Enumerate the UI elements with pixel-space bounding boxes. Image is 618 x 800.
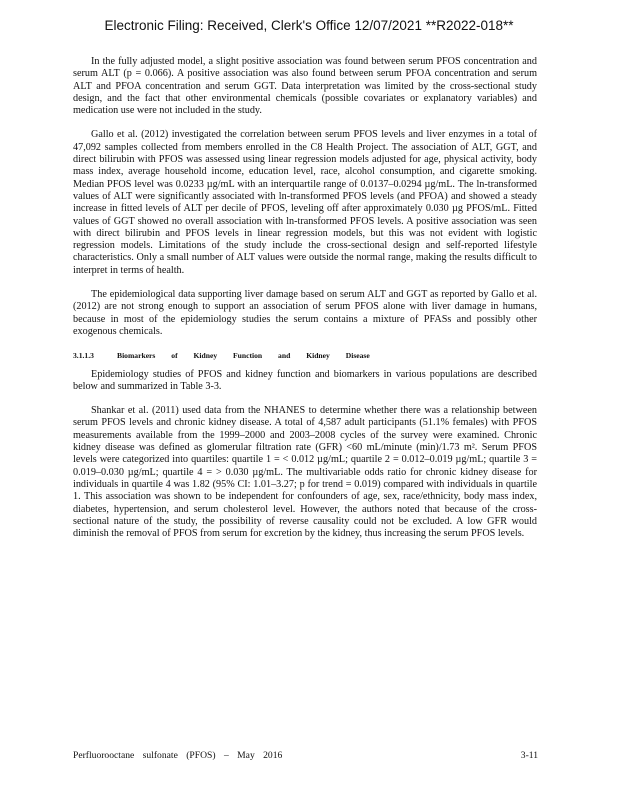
paragraph-gallo-2012: Gallo et al. (2012) investigated the correlation between serum PFOS levels and liver enzymes in a total of 47,092 samples collected from members enrolled in the C8 Health Project. The association of ALT, GGT, and direct bilirubin with PFOS was assessed using linear regression models adjusted for age, physical activity, body mass index, average household income, education level, race, alcohol consumption, and cigarette smoking. Median PFOS level was 0.0233 µg/mL with an interquartile range of 0.0137–0.0294 µg/mL. The ln-transformed values of ALT were significantly associated with ln-transformed PFOS levels (and PFOA) and showed a steady increase in fitted levels of ALT per decile of PFOS, leveling off after approximately 0.030 µg PFOS/mL. Fitted values of GGT showed no overall association with ln-transformed PFOS levels. A positive association was seen with direct bilirubin and PFOS levels in linear regression models, but this was not evident with logistic regression models. Limitations of the study include the cross-sectional design and self-reported lifestyle characteristics. Only a small number of ALT values were outside the normal range, making the results difficult to interpret in terms of health.: [73, 129, 537, 276]
document-body: [73, 56, 537, 552]
section-title: Biomarkers of Kidney Function and Kidney Disease: [117, 351, 370, 361]
paragraph-adjusted-model: In the fully adjusted model, a slight positive association was found between serum PFOS concentration and serum ALT (p = 0.066). A positive association was also found between serum PFOA concentration and serum ALT and PFOA concentration and serum GGT. Data interpretation was limited by the cross-sectional study design, and the fact that other environmental chemicals (possible covariates or explanatory variables) and medication use were not included in the study.: [73, 56, 537, 117]
section-heading: [73, 350, 537, 362]
section-number: 3.1.1.3: [73, 351, 94, 361]
footer-page-number: 3-11: [520, 750, 538, 761]
page-footer: [73, 750, 538, 761]
footer-document-title: Perfluorooctane sulfonate (PFOS) – May 2016: [73, 750, 283, 761]
filing-banner: Electronic Filing: Received, Clerk's Office 12/07/2021 **R2022-018**: [104, 18, 514, 33]
paragraph-shankar-2011: Shankar et al. (2011) used data from the NHANES to determine whether there was a relationship between serum PFOS levels and chronic kidney disease. A total of 4,587 adult participants (51.1% females) with PFOS measurements available from the 1999–2000 and 2003–2008 cycles of the survey were examined. Chronic kidney disease was defined as glomerular filtration rate (GFR) <60 mL/minute (min)/1.73 m². Serum PFOS levels were categorized into quartiles: quartile 1 = < 0.012 µg/mL; quartile 2 = 0.012–0.019 µg/mL; quartile 3 = 0.019–0.030 µg/mL; quartile 4 = > 0.030 µg/mL. The multivariable odds ratio for chronic kidney disease for individuals in quartile 4 was 1.82 (95% CI: 1.01–3.27; p for trend = 0.019) compared with individuals in quartile 1. This association was shown to be independent for confounders of age, sex, race/ethnicity, body mass index, diabetes, hypertension, and serum cholesterol level. However, the authors noted that because of the cross-sectional nature of the study, the possibility of reverse causality could not be excluded. A low GFR would diminish the removal of PFOS from serum for excretion by the kidney, thus increasing the serum PFOS levels.: [73, 405, 537, 540]
paragraph-kidney-intro: Epidemiology studies of PFOS and kidney function and biomarkers in various populations are described below and summarized in Table 3-3.: [73, 368, 537, 392]
paragraph-epidemiological-data: The epidemiological data supporting liver damage based on serum ALT and GGT as reported by Gallo et al. (2012) are not strong enough to support an association of serum PFOS alone with liver damage in humans, because in most of the epidemiology studies the serum contains a mixture of PFASs and possibly other exogenous chemicals.: [73, 289, 537, 337]
